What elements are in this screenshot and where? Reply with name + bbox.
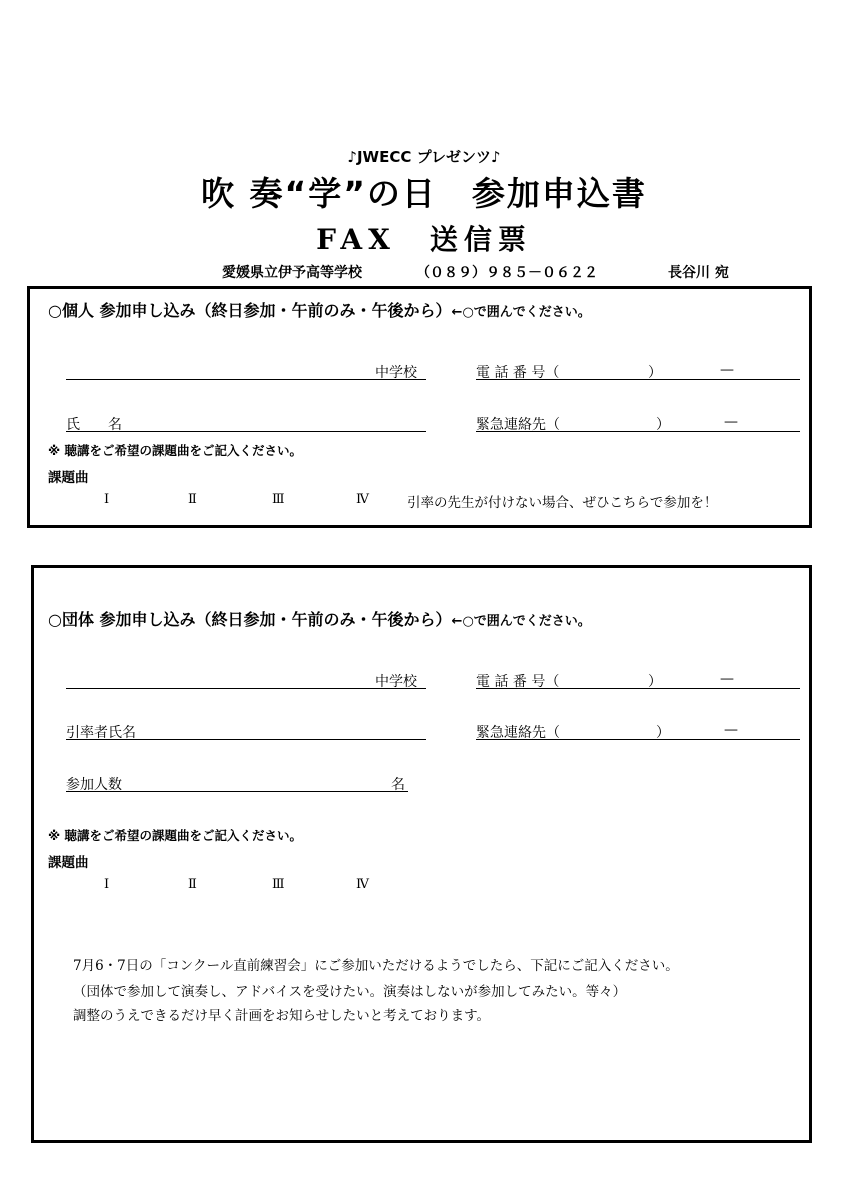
group-phone-label: 電 話 番 号（ xyxy=(476,674,560,690)
leader-name-label: 引率者氏名 xyxy=(66,725,136,741)
group-emergency-field[interactable] xyxy=(476,739,800,740)
participant-count-suffix: 名 xyxy=(391,777,405,793)
name-label: 氏 名 xyxy=(66,417,122,433)
group-request-note: ※ 聴講をご希望の課題曲をご記入ください。 xyxy=(48,828,303,843)
group-piece-option-3[interactable]: Ⅲ xyxy=(272,877,285,892)
group-phone-paren-close: ） xyxy=(648,674,662,690)
group-heading xyxy=(48,607,591,630)
name-field[interactable] xyxy=(66,431,426,432)
group-heading-text: ○団体 参加申し込み（終日参加・午前のみ・午後から） xyxy=(48,610,452,629)
piece-option-2[interactable]: Ⅱ xyxy=(188,492,197,507)
emergency-label: 緊急連絡先（ xyxy=(476,417,560,433)
fax-heading: FAX 送信票 xyxy=(316,223,532,256)
phone-dash: — xyxy=(720,362,734,378)
group-school-name-field[interactable] xyxy=(66,688,426,689)
group-form-box xyxy=(31,565,812,1143)
school-name-field[interactable] xyxy=(66,379,426,380)
group-emergency-label: 緊急連絡先（ xyxy=(476,725,560,741)
school-phone: （０８９）９８５－０６２２ xyxy=(416,265,598,281)
recipient-name: 長谷川 宛 xyxy=(668,265,729,281)
group-emergency-paren-close: ） xyxy=(656,725,670,741)
piece-label: 課題曲 xyxy=(48,470,89,486)
phone-paren-close: ） xyxy=(648,365,662,381)
school-name: 愛媛県立伊予高等学校 xyxy=(222,265,362,281)
group-piece-label: 課題曲 xyxy=(48,855,89,871)
group-piece-option-2[interactable]: Ⅱ xyxy=(188,877,197,892)
group-heading-note: ←○で囲んでください。 xyxy=(451,614,591,629)
group-phone-dash: — xyxy=(720,671,734,687)
request-note: ※ 聴講をご希望の課題曲をご記入ください。 xyxy=(48,443,303,458)
individual-footer-note: 引率の先生が付けない場合、ぜひこちらで参加を！ xyxy=(407,495,718,511)
participant-count-label: 参加人数 xyxy=(66,777,122,793)
rehearsal-info-line-1: 7月6・7日の「コンクール直前練習会」にご参加いただけるようでしたら、下記にご記入ください。 xyxy=(73,958,679,974)
emergency-dash: — xyxy=(724,414,738,430)
emergency-paren-close: ） xyxy=(656,417,670,433)
group-school-suffix-label: 中学校 xyxy=(375,674,417,690)
page-title: 吹 奏“学”の日 参加申込書 xyxy=(201,174,647,213)
individual-heading xyxy=(48,298,591,321)
rehearsal-info-line-3: 調整のうえできるだけ早く計画をお知らせしたいと考えております。 xyxy=(73,1008,491,1024)
leader-name-field[interactable] xyxy=(66,739,426,740)
piece-option-1[interactable]: Ⅰ xyxy=(104,492,110,507)
individual-heading-text: ○個人 参加申し込み（終日参加・午前のみ・午後から） xyxy=(48,301,452,320)
emergency-field[interactable] xyxy=(476,431,800,432)
group-piece-option-4[interactable]: Ⅳ xyxy=(356,877,369,892)
subtitle-presents: ♪JWECC プレゼンツ♪ xyxy=(347,148,501,166)
school-suffix-label: 中学校 xyxy=(375,365,417,381)
piece-option-3[interactable]: Ⅲ xyxy=(272,492,285,507)
group-piece-option-1[interactable]: Ⅰ xyxy=(104,877,110,892)
phone-label: 電 話 番 号（ xyxy=(476,365,560,381)
individual-heading-note: ←○で囲んでください。 xyxy=(451,305,591,320)
piece-option-4[interactable]: Ⅳ xyxy=(356,492,369,507)
participant-count-field[interactable] xyxy=(66,791,408,792)
group-emergency-dash: — xyxy=(724,722,738,738)
rehearsal-info-line-2: （団体で参加して演奏し、アドバイスを受けたい。演奏はしないが参加してみたい。等々） xyxy=(73,984,627,1000)
